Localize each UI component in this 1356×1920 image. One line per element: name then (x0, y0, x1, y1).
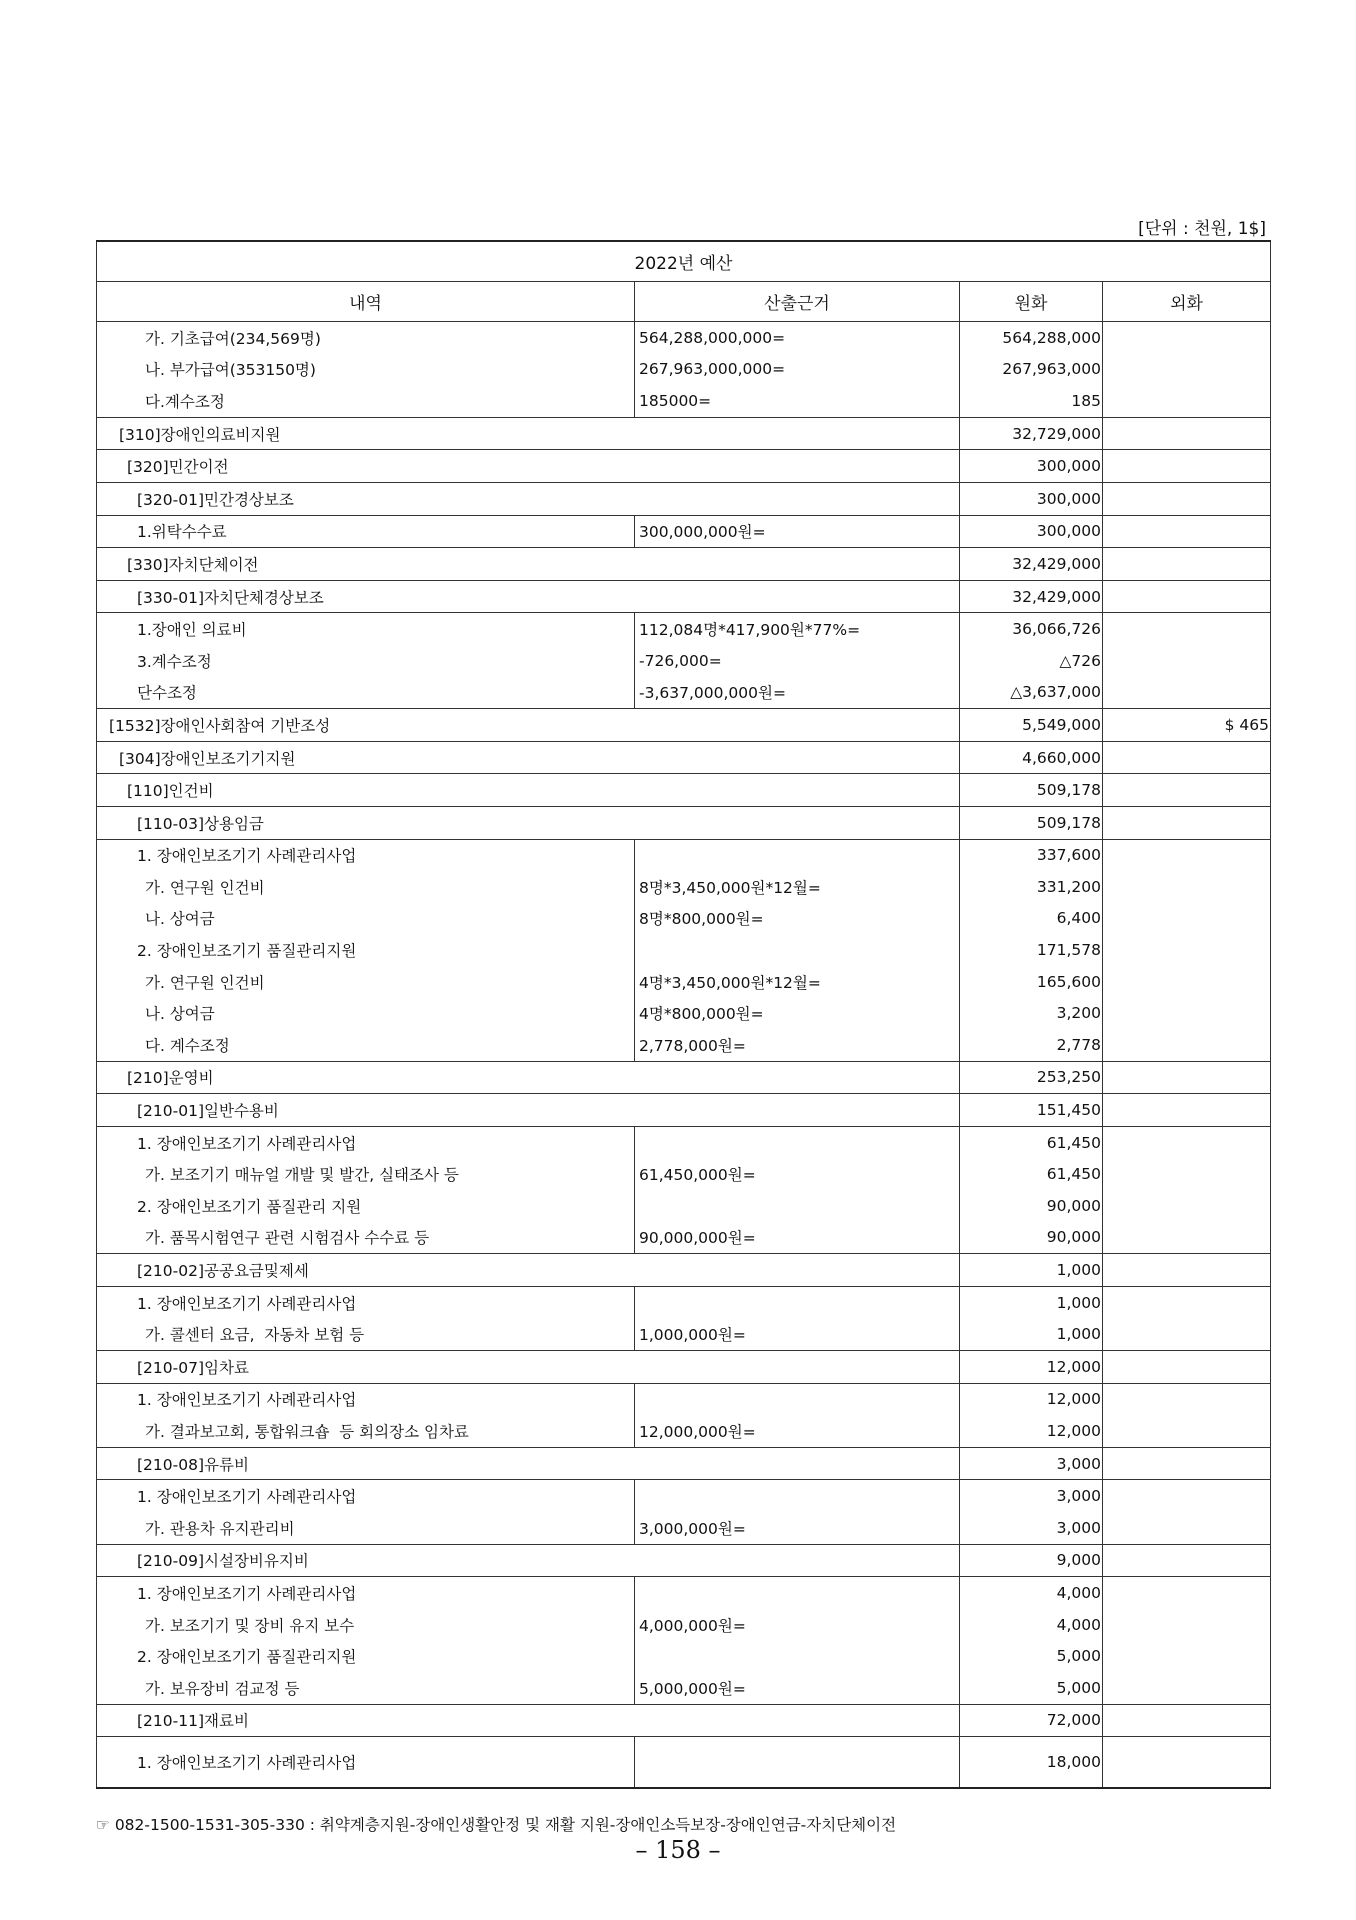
row-label: [210-01]일반수용비 (97, 1094, 960, 1127)
row-krw-amount: 331,200 (960, 871, 1103, 903)
row-krw-amount: 36,066,726 (960, 613, 1103, 645)
footnote: ☞ 082-1500-1531-305-330 : 취약계층지원-장애인생활안정 및 재활 지원-장애인소득보장-장애인연금-자치단체이전 (96, 1816, 897, 1834)
row-basis (635, 1640, 960, 1672)
table-row (97, 1512, 1271, 1544)
row-basis: 300,000,000원= (635, 515, 960, 548)
table-row (97, 677, 1271, 709)
row-label: [210-09]시설장비유지비 (97, 1544, 960, 1577)
table-row (97, 1672, 1271, 1704)
row-foreign-amount (1103, 1480, 1271, 1512)
row-basis: 12,000,000원= (635, 1415, 960, 1447)
row-label: 3.계수조정 (97, 645, 635, 677)
row-foreign-amount (1103, 1447, 1271, 1480)
row-foreign-amount (1103, 1351, 1271, 1384)
row-foreign-amount (1103, 645, 1271, 677)
table-row (97, 450, 1271, 483)
row-krw-amount: 72,000 (960, 1704, 1103, 1737)
table-row (97, 645, 1271, 677)
row-label: 1.장애인 의료비 (97, 613, 635, 645)
row-label: [110]인건비 (97, 774, 960, 807)
table-title-row (97, 241, 1271, 282)
row-label: 가. 연구원 인건비 (97, 966, 635, 998)
row-krw-amount: 300,000 (960, 482, 1103, 515)
row-label: 단수조정 (97, 677, 635, 709)
row-krw-amount: 267,963,000 (960, 354, 1103, 386)
row-basis: 3,000,000원= (635, 1512, 960, 1544)
row-basis: 564,288,000,000= (635, 322, 960, 354)
row-foreign-amount (1103, 677, 1271, 709)
row-foreign-amount (1103, 1061, 1271, 1094)
table-row (97, 1318, 1271, 1350)
row-foreign-amount (1103, 1609, 1271, 1641)
table-row (97, 1640, 1271, 1672)
row-krw-amount: 5,000 (960, 1640, 1103, 1672)
row-krw-amount: 5,549,000 (960, 709, 1103, 742)
row-label: 가. 콜센터 요금, 자동차 보험 등 (97, 1318, 635, 1350)
row-foreign-amount (1103, 1254, 1271, 1287)
row-krw-amount: 509,178 (960, 806, 1103, 839)
row-krw-amount: 3,000 (960, 1512, 1103, 1544)
table-row (97, 1094, 1271, 1127)
row-label: 가. 보조기기 매뉴얼 개발 및 발간, 실태조사 등 (97, 1158, 635, 1190)
table-row (97, 1254, 1271, 1287)
row-label: 나. 부가급여(353150명) (97, 354, 635, 386)
table-row (97, 934, 1271, 966)
table-row (97, 1544, 1271, 1577)
row-foreign-amount (1103, 482, 1271, 515)
table-row (97, 1286, 1271, 1318)
row-foreign-amount (1103, 515, 1271, 548)
row-foreign-amount (1103, 871, 1271, 903)
row-label: 가. 기초급여(234,569명) (97, 322, 635, 354)
row-krw-amount: 4,660,000 (960, 741, 1103, 774)
row-krw-amount: 32,429,000 (960, 548, 1103, 581)
row-krw-amount: 6,400 (960, 903, 1103, 935)
table-row (97, 515, 1271, 548)
row-foreign-amount (1103, 1318, 1271, 1350)
row-basis: 112,084명*417,900원*77%= (635, 613, 960, 645)
row-krw-amount: 509,178 (960, 774, 1103, 807)
row-basis: 61,450,000원= (635, 1158, 960, 1190)
row-krw-amount: 18,000 (960, 1737, 1103, 1789)
row-basis (635, 1190, 960, 1222)
row-foreign-amount (1103, 1415, 1271, 1447)
row-krw-amount: △726 (960, 645, 1103, 677)
table-row (97, 580, 1271, 613)
row-krw-amount: 32,429,000 (960, 580, 1103, 613)
table-row (97, 385, 1271, 417)
row-foreign-amount (1103, 322, 1271, 354)
row-foreign-amount (1103, 613, 1271, 645)
row-label: [210-07]임차료 (97, 1351, 960, 1384)
table-row (97, 1704, 1271, 1737)
row-krw-amount: 185 (960, 385, 1103, 417)
table-row (97, 839, 1271, 871)
row-basis: -3,637,000,000원= (635, 677, 960, 709)
row-foreign-amount (1103, 997, 1271, 1029)
row-basis (635, 1577, 960, 1609)
row-label: 가. 결과보고회, 통합워크숍 등 회의장소 임차료 (97, 1415, 635, 1447)
row-foreign-amount (1103, 1544, 1271, 1577)
row-basis (635, 934, 960, 966)
row-krw-amount: 2,778 (960, 1029, 1103, 1061)
table-row (97, 354, 1271, 386)
row-label: 다. 계수조정 (97, 1029, 635, 1061)
row-krw-amount: 61,450 (960, 1126, 1103, 1158)
row-basis: 8명*800,000원= (635, 903, 960, 935)
row-foreign-amount (1103, 417, 1271, 450)
row-krw-amount: 12,000 (960, 1415, 1103, 1447)
row-label: 나. 상여금 (97, 903, 635, 935)
row-krw-amount: 12,000 (960, 1383, 1103, 1415)
table-row (97, 1126, 1271, 1158)
row-label: 2. 장애인보조기기 품질관리지원 (97, 1640, 635, 1672)
row-foreign-amount (1103, 1704, 1271, 1737)
row-basis (635, 1737, 960, 1789)
unit-note: [단위 : 천원, 1$] (1138, 219, 1266, 239)
table-row (97, 548, 1271, 581)
row-foreign-amount (1103, 1737, 1271, 1789)
row-basis: 267,963,000,000= (635, 354, 960, 386)
table-row (97, 1351, 1271, 1384)
row-krw-amount: 9,000 (960, 1544, 1103, 1577)
row-foreign-amount (1103, 1672, 1271, 1704)
table-row (97, 966, 1271, 998)
row-basis: -726,000= (635, 645, 960, 677)
row-label: [320-01]민간경상보조 (97, 482, 960, 515)
row-krw-amount: 5,000 (960, 1672, 1103, 1704)
row-krw-amount: 90,000 (960, 1222, 1103, 1254)
table-row (97, 1061, 1271, 1094)
row-krw-amount: 300,000 (960, 450, 1103, 483)
row-label: [330-01]자치단체경상보조 (97, 580, 960, 613)
row-krw-amount: 90,000 (960, 1190, 1103, 1222)
row-foreign-amount (1103, 1577, 1271, 1609)
header-krw: 원화 (960, 282, 1103, 322)
row-label: 가. 관용차 유지관리비 (97, 1512, 635, 1544)
row-basis: 2,778,000원= (635, 1029, 960, 1061)
row-label: 1. 장애인보조기기 사례관리사업 (97, 1577, 635, 1609)
row-basis (635, 1480, 960, 1512)
row-krw-amount: 4,000 (960, 1609, 1103, 1641)
row-krw-amount: △3,637,000 (960, 677, 1103, 709)
row-label: 1. 장애인보조기기 사례관리사업 (97, 1286, 635, 1318)
row-label: 1.위탁수수료 (97, 515, 635, 548)
row-label: [320]민간이전 (97, 450, 960, 483)
row-label: 가. 품목시험연구 관련 시험검사 수수료 등 (97, 1222, 635, 1254)
row-label: [210-02]공공요금및제세 (97, 1254, 960, 1287)
row-foreign-amount: $ 465 (1103, 709, 1271, 742)
table-row (97, 1577, 1271, 1609)
row-basis: 5,000,000원= (635, 1672, 960, 1704)
row-foreign-amount (1103, 903, 1271, 935)
row-basis (635, 839, 960, 871)
row-foreign-amount (1103, 1383, 1271, 1415)
table-row (97, 1737, 1271, 1789)
row-label: [304]장애인보조기기지원 (97, 741, 960, 774)
row-krw-amount: 3,000 (960, 1480, 1103, 1512)
budget-table-container (96, 240, 1270, 1789)
row-krw-amount: 1,000 (960, 1286, 1103, 1318)
row-krw-amount: 171,578 (960, 934, 1103, 966)
row-basis (635, 1383, 960, 1415)
row-basis: 185000= (635, 385, 960, 417)
row-label: [330]자치단체이전 (97, 548, 960, 581)
row-foreign-amount (1103, 580, 1271, 613)
row-foreign-amount (1103, 354, 1271, 386)
row-foreign-amount (1103, 1190, 1271, 1222)
row-krw-amount: 1,000 (960, 1318, 1103, 1350)
row-foreign-amount (1103, 1126, 1271, 1158)
row-foreign-amount (1103, 839, 1271, 871)
row-label: [1532]장애인사회참여 기반조성 (97, 709, 960, 742)
row-foreign-amount (1103, 1158, 1271, 1190)
row-label: 가. 보유장비 검교정 등 (97, 1672, 635, 1704)
row-foreign-amount (1103, 934, 1271, 966)
table-row (97, 1222, 1271, 1254)
row-foreign-amount (1103, 774, 1271, 807)
table-row (97, 1480, 1271, 1512)
row-label: 가. 연구원 인건비 (97, 871, 635, 903)
table-row (97, 806, 1271, 839)
row-krw-amount: 337,600 (960, 839, 1103, 871)
table-row (97, 482, 1271, 515)
row-label: 2. 장애인보조기기 품질관리 지원 (97, 1190, 635, 1222)
budget-table (96, 240, 1271, 1789)
table-header-row (97, 282, 1271, 322)
table-title: 2022년 예산 (97, 241, 1271, 282)
row-label: 1. 장애인보조기기 사례관리사업 (97, 1480, 635, 1512)
table-row (97, 1029, 1271, 1061)
row-label: [210-11]재료비 (97, 1704, 960, 1737)
row-foreign-amount (1103, 1029, 1271, 1061)
table-row (97, 1415, 1271, 1447)
table-row (97, 1158, 1271, 1190)
row-basis: 4명*3,450,000원*12월= (635, 966, 960, 998)
row-basis: 1,000,000원= (635, 1318, 960, 1350)
row-krw-amount: 564,288,000 (960, 322, 1103, 354)
row-foreign-amount (1103, 385, 1271, 417)
row-foreign-amount (1103, 1512, 1271, 1544)
table-row (97, 1609, 1271, 1641)
table-row (97, 1383, 1271, 1415)
table-row (97, 322, 1271, 354)
header-basis: 산출근거 (635, 282, 960, 322)
row-krw-amount: 253,250 (960, 1061, 1103, 1094)
row-basis: 8명*3,450,000원*12월= (635, 871, 960, 903)
row-label: [310]장애인의료비지원 (97, 417, 960, 450)
row-krw-amount: 4,000 (960, 1577, 1103, 1609)
row-label: [210]운영비 (97, 1061, 960, 1094)
page-number: – 158 – (635, 1836, 721, 1864)
row-label: 가. 보조기기 및 장비 유지 보수 (97, 1609, 635, 1641)
row-krw-amount: 61,450 (960, 1158, 1103, 1190)
row-foreign-amount (1103, 1286, 1271, 1318)
row-krw-amount: 32,729,000 (960, 417, 1103, 450)
table-row (97, 1190, 1271, 1222)
row-label: [110-03]상용임금 (97, 806, 960, 839)
row-krw-amount: 3,200 (960, 997, 1103, 1029)
row-foreign-amount (1103, 1094, 1271, 1127)
row-basis (635, 1286, 960, 1318)
row-foreign-amount (1103, 1640, 1271, 1672)
row-label: 1. 장애인보조기기 사례관리사업 (97, 839, 635, 871)
row-krw-amount: 3,000 (960, 1447, 1103, 1480)
table-row (97, 871, 1271, 903)
row-foreign-amount (1103, 741, 1271, 774)
row-basis: 90,000,000원= (635, 1222, 960, 1254)
row-label: 1. 장애인보조기기 사례관리사업 (97, 1737, 635, 1789)
row-label: 1. 장애인보조기기 사례관리사업 (97, 1126, 635, 1158)
table-row (97, 613, 1271, 645)
table-row (97, 1447, 1271, 1480)
table-row (97, 997, 1271, 1029)
row-label: [210-08]유류비 (97, 1447, 960, 1480)
table-row (97, 417, 1271, 450)
row-basis (635, 1126, 960, 1158)
row-label: 나. 상여금 (97, 997, 635, 1029)
table-row (97, 774, 1271, 807)
row-label: 1. 장애인보조기기 사례관리사업 (97, 1383, 635, 1415)
row-foreign-amount (1103, 966, 1271, 998)
row-krw-amount: 151,450 (960, 1094, 1103, 1127)
row-basis: 4명*800,000원= (635, 997, 960, 1029)
row-foreign-amount (1103, 1222, 1271, 1254)
row-krw-amount: 1,000 (960, 1254, 1103, 1287)
row-foreign-amount (1103, 806, 1271, 839)
table-row (97, 741, 1271, 774)
table-row (97, 709, 1271, 742)
row-label: 다.계수조정 (97, 385, 635, 417)
row-krw-amount: 12,000 (960, 1351, 1103, 1384)
row-foreign-amount (1103, 450, 1271, 483)
header-item: 내역 (97, 282, 635, 322)
row-basis: 4,000,000원= (635, 1609, 960, 1641)
row-label: 2. 장애인보조기기 품질관리지원 (97, 934, 635, 966)
row-foreign-amount (1103, 548, 1271, 581)
row-krw-amount: 300,000 (960, 515, 1103, 548)
table-row (97, 903, 1271, 935)
table-body (97, 322, 1271, 1789)
row-krw-amount: 165,600 (960, 966, 1103, 998)
header-foreign: 외화 (1103, 282, 1271, 322)
